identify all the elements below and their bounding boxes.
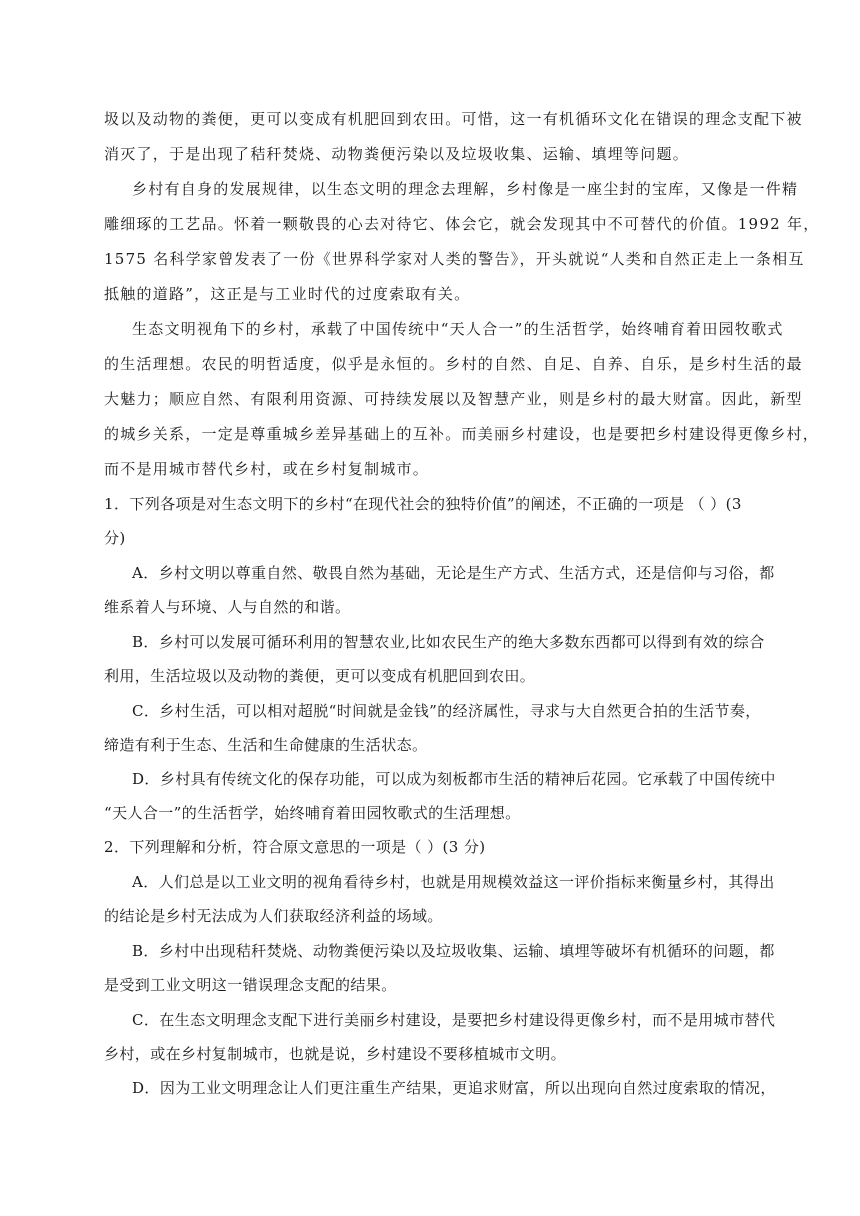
passage-line: 大魅力；顺应自然、有限利用资源、可持续发展以及智慧产业，则是乡村的最大财富。因此，新型	[104, 390, 803, 408]
option-line: D．因为工业文明理念让人们更注重生产结果，更追求财富，所以出现向自然过度索取的情况，	[132, 1079, 776, 1097]
passage-line: 抵触的道路”，这正是与工业时代的过度索取有关。	[104, 285, 471, 303]
option-line: 缔造有利于生态、生活和生命健康的生活状态。	[104, 736, 428, 754]
question-stem-line: 1．下列各项是对生态文明下的乡村“在现代社会的独特价值”的阐述，不正确的一项是 （ ）(3	[104, 495, 742, 513]
option-line: 维系着人与环境、人与自然的和谐。	[104, 598, 351, 616]
option-line: 利用，生活垃圾以及动物的粪便，更可以变成有机肥回到农田。	[104, 667, 536, 685]
question-stem-line: 分)	[104, 529, 126, 547]
option-line: “天人合一”的生活哲学，始终哺育着田园牧歌式的生活理想。	[104, 804, 521, 822]
passage-line: 的城乡关系，一定是尊重城乡差异基础上的互补。而美丽乡村建设，也是要把乡村建设得更像乡村，	[104, 425, 820, 443]
passage-line: 雕细琢的工艺品。怀着一颗敬畏的心去对待它、体会它，就会发现其中不可替代的价值。1992 年，	[104, 215, 820, 233]
passage-line: 而不是用城市替代乡村，或在乡村复制城市。	[104, 460, 430, 478]
option-line: A．人们总是以工业文明的视角看待乡村，也就是用规模效益这一评价指标来衡量乡村，其得出	[132, 873, 775, 891]
question-stem-line: 2．下列理解和分析，符合原文意思的一项是（ ）(3 分)	[104, 838, 486, 856]
passage-line: 1575 名科学家曾发表了一份《世界科学家对人类的警告》，开头就说“人类和自然正走上一条相互	[104, 250, 805, 268]
option-line: 乡村，或在乡村复制城市，也就是说，乡村建设不要移植城市文明。	[104, 1045, 567, 1063]
option-line: B．乡村可以发展可循环利用的智慧农业,比如农民生产的绝大多数东西都可以得到有效的综合	[132, 633, 765, 651]
option-line: A．乡村文明以尊重自然、敬畏自然为基础，无论是生产方式、生活方式，还是信仰与习俗，都	[132, 564, 775, 582]
passage-line: 圾以及动物的粪便，更可以变成有机肥回到农田。可惜，这一有机循环文化在错误的理念支配下被	[104, 110, 803, 128]
passage-line: 的生活理想。农民的明哲适度，似乎是永恒的。乡村的自然、自足、自养、自乐，是乡村生活的最	[104, 355, 803, 373]
passage-line: 消灭了，于是出现了秸秆焚烧、动物粪便污染以及垃圾收集、运输、填埋等问题。	[104, 145, 690, 163]
option-line: C．乡村生活，可以相对超脱“时间就是金钱”的经济属性，寻求与大自然更合拍的生活节奏，	[132, 702, 761, 720]
option-line: D．乡村具有传统文化的保存功能，可以成为刻板都市生活的精神后花园。它承载了中国传统中	[132, 770, 776, 788]
option-line: C．在生态文明理念支配下进行美丽乡村建设，是要把乡村建设得更像乡村，而不是用城市替代	[132, 1011, 776, 1029]
option-line: 是受到工业文明这一错误理念支配的结果。	[104, 976, 397, 994]
option-line: B．乡村中出现秸秆焚烧、动物粪便污染以及垃圾收集、运输、填埋等破坏有机循环的问题，都	[132, 942, 775, 960]
passage-line: 生态文明视角下的乡村，承载了中国传统中“天人合一”的生活哲学，始终哺育着田园牧歌式	[132, 320, 784, 338]
passage-line: 乡村有自身的发展规律，以生态文明的理念去理解，乡村像是一座尘封的宝库，又像是一件精	[132, 180, 799, 198]
option-line: 的结论是乡村无法成为人们获取经济利益的场域。	[104, 907, 443, 925]
